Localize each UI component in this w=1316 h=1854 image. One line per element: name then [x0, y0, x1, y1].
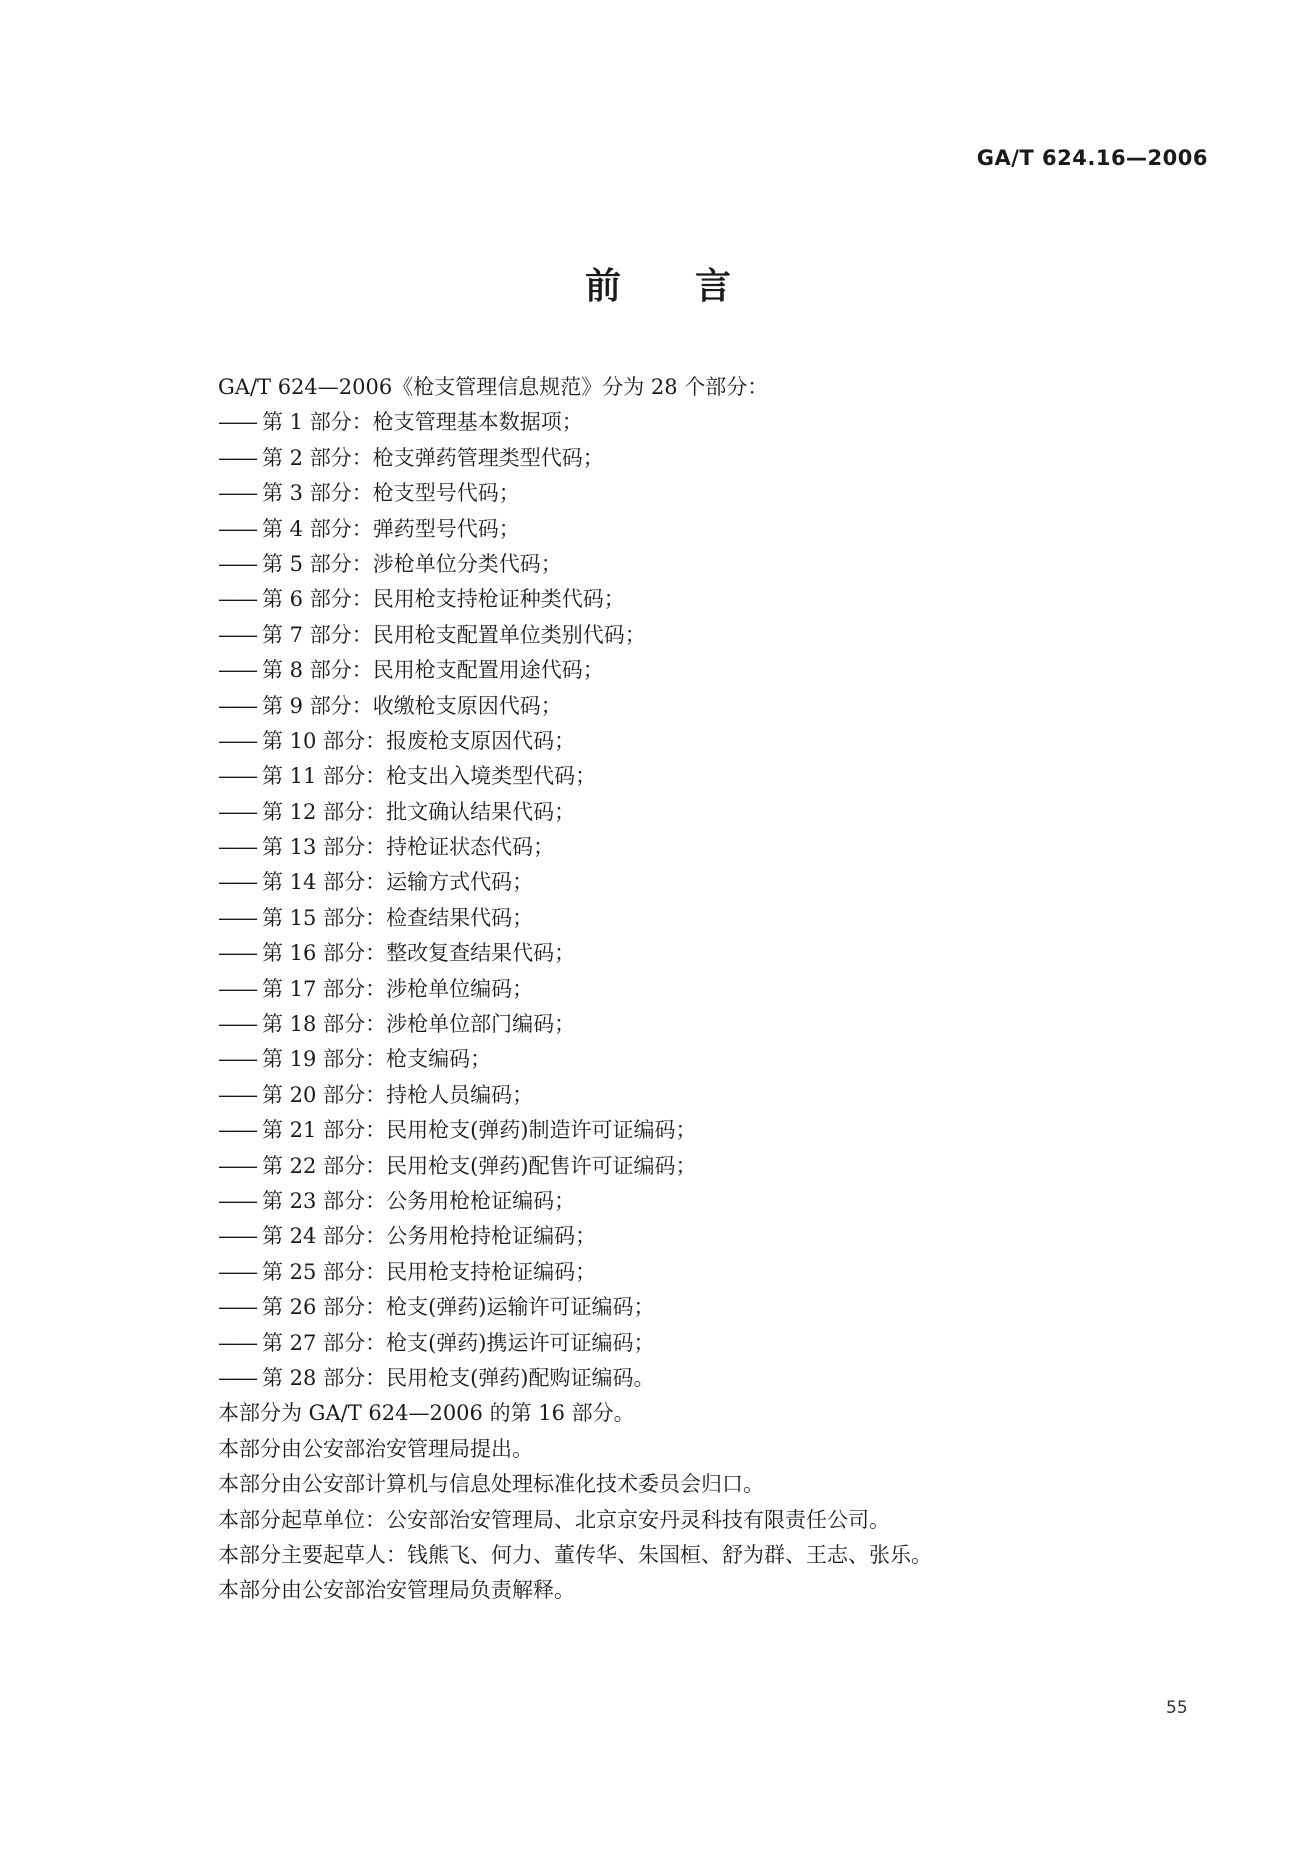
part-item: [218, 582, 1118, 617]
part-dash: ——: [218, 587, 256, 612]
part-dash: ——: [218, 905, 256, 930]
part-dash: ——: [218, 445, 256, 470]
part-dash: ——: [218, 1295, 256, 1320]
intro-paragraph: GA/T 624—2006《枪支管理信息规范》分为 28 个部分：: [218, 375, 769, 399]
part-item: [218, 901, 1118, 936]
part-text: 第 23 部分：公务用枪枪证编码；: [262, 1188, 576, 1213]
part-item: [218, 1361, 1118, 1396]
part-text: 第 19 部分：枪支编码；: [262, 1047, 492, 1072]
part-text: 第 17 部分：涉枪单位编码；: [262, 976, 534, 1001]
part-text: 第 27 部分：枪支(弹药)携运许可证编码；: [262, 1330, 655, 1355]
part-dash: ——: [218, 1365, 256, 1390]
part-text: 第 15 部分：检查结果代码；: [262, 905, 534, 930]
part-dash: ——: [218, 870, 256, 895]
foreword-body: [218, 370, 1118, 1609]
page-title: 前言: [584, 266, 805, 307]
part-dash: ——: [218, 941, 256, 966]
closing-paragraph: 本部分起草单位：公安部治安管理局、北京京安丹灵科技有限责任公司。: [218, 1507, 890, 1532]
part-text: 第 4 部分：弹药型号代码；: [262, 516, 520, 541]
part-text: 第 10 部分：报废枪支原因代码；: [262, 728, 576, 753]
part-item: [218, 1078, 1118, 1113]
part-dash: ——: [218, 835, 256, 860]
part-dash: ——: [218, 410, 256, 435]
part-text: 第 12 部分：批文确认结果代码；: [262, 799, 576, 824]
closing-paragraph: 本部分由公安部治安管理局提出。: [218, 1436, 533, 1461]
part-text: 第 13 部分：持枪证状态代码；: [262, 835, 555, 860]
parts-list: [218, 405, 1118, 1396]
part-item: [218, 759, 1118, 794]
part-item: [218, 1326, 1118, 1361]
part-dash: ——: [218, 622, 256, 647]
part-dash: ——: [218, 1224, 256, 1249]
part-dash: ——: [218, 1047, 256, 1072]
part-text: 第 9 部分：收缴枪支原因代码；: [262, 693, 562, 718]
part-text: 第 8 部分：民用枪支配置用途代码；: [262, 658, 604, 683]
part-item: [218, 1219, 1118, 1254]
part-dash: ——: [218, 1118, 256, 1143]
closing-paragraph: 本部分由公安部计算机与信息处理标准化技术委员会归口。: [218, 1472, 764, 1497]
part-text: 第 5 部分：涉枪单位分类代码；: [262, 551, 562, 576]
part-text: 第 21 部分：民用枪支(弹药)制造许可证编码；: [262, 1118, 697, 1143]
part-text: 第 11 部分：枪支出入境类型代码；: [262, 764, 597, 789]
page-number: 55: [1166, 1698, 1188, 1718]
part-text: 第 22 部分：民用枪支(弹药)配售许可证编码；: [262, 1153, 697, 1178]
part-dash: ——: [218, 1012, 256, 1037]
part-item: [218, 724, 1118, 759]
part-item: [218, 936, 1118, 971]
part-dash: ——: [218, 1259, 256, 1284]
part-item: [218, 689, 1118, 724]
part-item: [218, 972, 1118, 1007]
part-item: [218, 405, 1118, 440]
part-item: [218, 547, 1118, 582]
closing-paragraphs: [218, 1396, 1118, 1608]
part-dash: ——: [218, 976, 256, 1001]
part-item: [218, 653, 1118, 688]
part-text: 第 16 部分：整改复查结果代码；: [262, 941, 576, 966]
part-item: [218, 1042, 1118, 1077]
part-text: 第 26 部分：枪支(弹药)运输许可证编码；: [262, 1295, 655, 1320]
part-item: [218, 1113, 1118, 1148]
part-dash: ——: [218, 728, 256, 753]
part-dash: ——: [218, 1153, 256, 1178]
part-text: 第 7 部分：民用枪支配置单位类别代码；: [262, 622, 646, 647]
part-dash: ——: [218, 481, 256, 506]
part-item: [218, 1184, 1118, 1219]
part-text: 第 18 部分：涉枪单位部门编码；: [262, 1012, 576, 1037]
part-item: [218, 1149, 1118, 1184]
part-dash: ——: [218, 799, 256, 824]
part-item: [218, 512, 1118, 547]
closing-paragraph: 本部分主要起草人：钱熊飞、何力、董传华、朱国桓、舒为群、王志、张乐。: [218, 1542, 932, 1567]
part-dash: ——: [218, 764, 256, 789]
standard-code: GA/T 624.16—2006: [976, 146, 1208, 170]
part-dash: ——: [218, 1188, 256, 1213]
part-item: [218, 830, 1118, 865]
part-item: [218, 441, 1118, 476]
part-dash: ——: [218, 693, 256, 718]
part-text: 第 28 部分：民用枪支(弹药)配购证编码。: [262, 1365, 655, 1390]
part-dash: ——: [218, 516, 256, 541]
part-item: [218, 618, 1118, 653]
closing-paragraph: 本部分为 GA/T 624—2006 的第 16 部分。: [218, 1401, 635, 1426]
part-dash: ——: [218, 1082, 256, 1107]
part-item: [218, 795, 1118, 830]
part-text: 第 1 部分：枪支管理基本数据项；: [262, 410, 583, 435]
part-item: [218, 476, 1118, 511]
part-item: [218, 1007, 1118, 1042]
part-text: 第 20 部分：持枪人员编码；: [262, 1082, 534, 1107]
part-item: [218, 865, 1118, 900]
part-text: 第 14 部分：运输方式代码；: [262, 870, 534, 895]
part-text: 第 24 部分：公务用枪持枪证编码；: [262, 1224, 597, 1249]
part-text: 第 25 部分：民用枪支持枪证编码；: [262, 1259, 597, 1284]
part-dash: ——: [218, 551, 256, 576]
part-item: [218, 1255, 1118, 1290]
part-text: 第 6 部分：民用枪支持枪证种类代码；: [262, 587, 625, 612]
part-dash: ——: [218, 1330, 256, 1355]
part-text: 第 2 部分：枪支弹药管理类型代码；: [262, 445, 604, 470]
part-text: 第 3 部分：枪支型号代码；: [262, 481, 520, 506]
part-dash: ——: [218, 658, 256, 683]
closing-paragraph: 本部分由公安部治安管理局负责解释。: [218, 1578, 575, 1603]
part-item: [218, 1290, 1118, 1325]
